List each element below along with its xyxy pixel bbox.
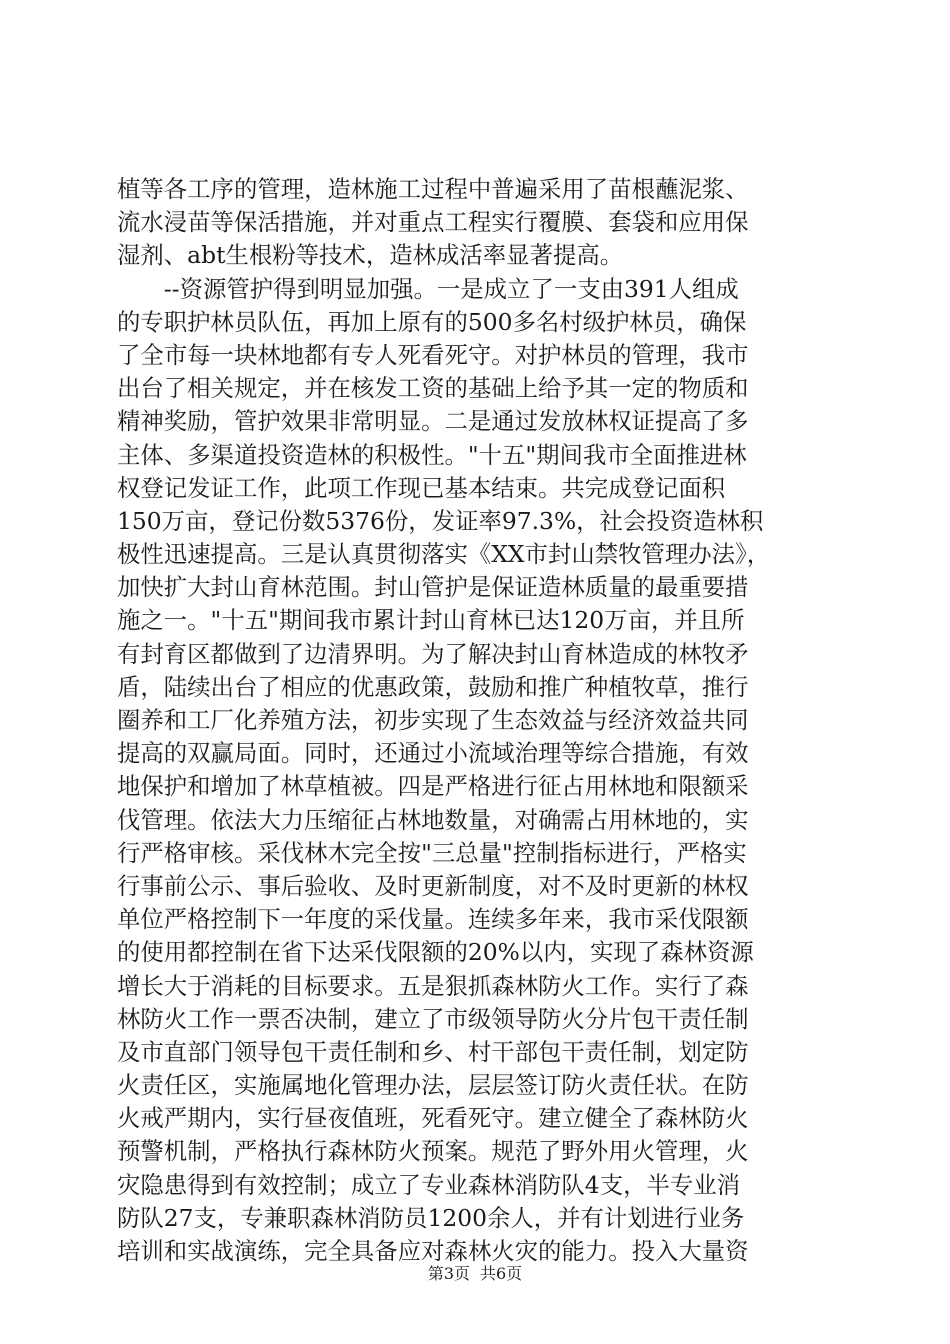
text-line: 灾隐患得到有效控制；成立了专业森林消防队4支，半专业消 [117,1170,741,1199]
text-line: 精神奖励，管护效果非常明显。二是通过发放林权证提高了多 [117,407,749,436]
document-body [117,173,833,1268]
page-total: 共6页 [480,1264,523,1283]
text-line: 火戒严期内，实行昼夜值班，死看死守。建立健全了森林防火 [117,1104,749,1133]
text-line: 行严格审核。采伐林木完全按"三总量"控制指标进行，严格实 [117,838,747,867]
text-line: 的专职护林员队伍，再加上原有的500多名村级护林员，确保 [117,307,747,336]
text-line: 极性迅速提高。三是认真贯彻落实《XX市封山禁牧管理办法》， [117,540,771,569]
text-line: 湿剂、abt生根粉等技术，造林成活率显著提高。 [117,241,624,270]
text-line: 的使用都控制在省下达采伐限额的20%以内，实现了森林资源 [117,938,754,967]
text-line: 提高的双赢局面。同时，还通过小流域治理等综合措施，有效 [117,739,749,768]
text-line: 增长大于消耗的目标要求。五是狠抓森林防火工作。实行了森 [117,971,749,1000]
text-line: 林防火工作一票否决制，建立了市级领导防火分片包干责任制 [117,1004,749,1033]
text-line: --资源管护得到明显加强。一是成立了一支由391人组成 [117,274,739,303]
text-line: 行事前公示、事后验收、及时更新制度，对不及时更新的林权 [117,871,749,900]
text-line: 流水浸苗等保活措施，并对重点工程实行覆膜、套袋和应用保 [117,208,749,237]
text-line: 单位严格控制下一年度的采伐量。连续多年来，我市采伐限额 [117,905,749,934]
text-line: 盾，陆续出台了相应的优惠政策，鼓励和推广种植牧草，推行 [117,672,749,701]
text-line: 权登记发证工作，此项工作现已基本结束。共完成登记面积 [117,473,726,502]
text-line: 150万亩，登记份数5376份，发证率97.3%，社会投资造林积 [117,506,764,535]
text-line: 主体、多渠道投资造林的积极性。"十五"期间我市全面推进林 [117,440,747,469]
text-line: 伐管理。依法大力压缩征占林地数量，对确需占用林地的，实 [117,805,749,834]
text-line: 及市直部门领导包干责任制和乡、村干部包干责任制，划定防 [117,1037,749,1066]
text-line: 地保护和增加了林草植被。四是严格进行征占用林地和限额采 [117,772,749,801]
text-line: 预警机制，严格执行森林防火预案。规范了野外用火管理，火 [117,1137,749,1166]
text-line: 火责任区，实施属地化管理办法，层层签订防火责任状。在防 [117,1071,749,1100]
text-line: 圈养和工厂化养殖方法，初步实现了生态效益与经济效益共同 [117,706,749,734]
text-line: 加快扩大封山育林范围。封山管护是保证造林质量的最重要措 [117,573,749,602]
page-number: 第3页 [427,1264,470,1283]
text-line: 施之一。"十五"期间我市累计封山育林已达120万亩，并且所 [117,606,745,635]
text-line: 出台了相关规定，并在核发工资的基础上给予其一定的物质和 [117,374,749,403]
page-footer [0,1264,950,1284]
text-line: 有封育区都做到了边清界明。为了解决封山育林造成的林牧矛 [117,639,749,668]
text-line: 植等各工序的管理，造林施工过程中普遍采用了苗根蘸泥浆、 [117,175,749,203]
text-line: 培训和实战演练，完全具备应对森林火灾的能力。投入大量资 [117,1237,749,1265]
text-line: 防队27支，专兼职森林消防员1200余人，并有计划进行业务 [117,1203,745,1232]
text-line: 了全市每一块林地都有专人死看死守。对护林员的管理，我市 [117,340,749,369]
